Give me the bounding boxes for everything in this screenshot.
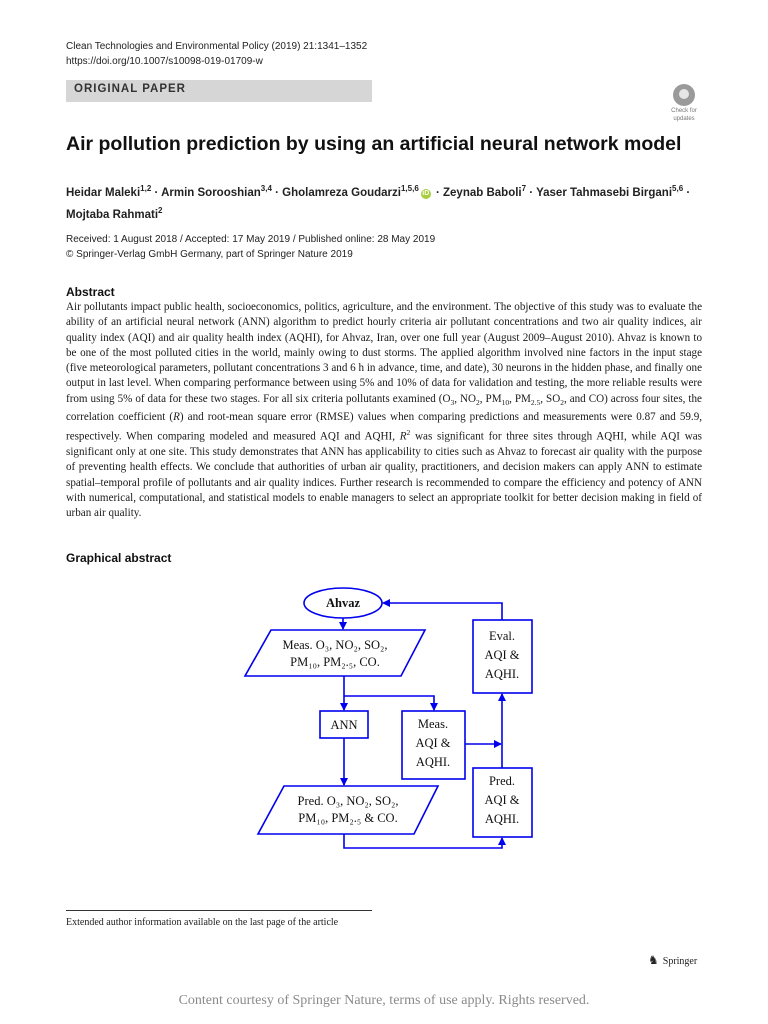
journal-citation: Clean Technologies and Environmental Policy (2019) 21:1341–1352	[66, 41, 368, 52]
abstract-subscript: 2	[476, 397, 480, 407]
paper-title: Air pollution prediction by using an artificial neural network model	[66, 133, 682, 155]
predicted-aqi-label-2: AQI &	[484, 793, 520, 807]
author-name[interactable]: Gholamreza Goudarzi	[282, 186, 401, 199]
content-courtesy-notice: Content courtesy of Springer Nature, terms of use apply. Rights reserved.	[178, 993, 590, 1008]
footnote-divider	[66, 910, 372, 911]
check-for-updates-badge[interactable]	[666, 84, 702, 124]
publisher-name: Springer	[662, 956, 698, 967]
author-list: Heidar Maleki$^{1,2}$ · Armin Sorooshian$^{3,4}$ · Gholamreza Goudarzi$^{1,5,6}$iD · Zeynab Baboli$^7$ · Yaser Tahmasebi Birgani$^{5,6}$ · Mojtaba Rahmati$^2$	[66, 184, 691, 221]
author-affiliation: 3,4	[260, 184, 272, 193]
springer-horse-icon: ♞	[648, 953, 659, 967]
author-affiliation: 5,6	[672, 184, 684, 193]
abstract-text	[66, 300, 702, 521]
measured-aqi-label-3: AQHI.	[415, 755, 451, 769]
abstract-subscript: 2	[560, 397, 564, 407]
author-name[interactable]: Mojtaba Rahmati	[66, 208, 159, 221]
springer-logo	[648, 953, 697, 968]
check-updates-icon	[673, 84, 695, 106]
author-affiliation: 1,2	[140, 184, 152, 193]
abstract-italic: R	[399, 430, 407, 443]
eval-label-2: AQI &	[484, 648, 520, 662]
paper-type-banner	[66, 80, 372, 102]
check-updates-text-2: updates	[673, 116, 695, 122]
abstract-segment: , PM	[509, 392, 531, 405]
copyright-notice: © Springer-Verlag GmbH Germany, part of Springer Nature 2019	[66, 249, 353, 260]
orcid-icon[interactable]: iD	[422, 189, 430, 197]
measured-inputs-label-1: Meas. O₃, NO₂, SO₂,	[282, 638, 388, 652]
eval-label-3: AQHI.	[484, 667, 520, 681]
abstract-subscript: 3	[450, 397, 455, 407]
flowchart-diagram	[230, 583, 536, 859]
abstract-segment: , PM	[479, 392, 502, 405]
abstract-subscript: 10	[501, 397, 510, 407]
abstract-segment: ) and root-mean square error (RMSE) values when comparing predictions and measurements were 0.87 and 59.9, respectively. When comparing modeled and measured AQI and AQHI,	[66, 410, 703, 443]
publication-dates: Received: 1 August 2018 / Accepted: 17 May 2019 / Published online: 28 May 2019	[66, 234, 436, 245]
flow-arrow	[344, 696, 434, 710]
abstract-superscript: 2	[406, 428, 411, 438]
abstract-heading: Abstract	[66, 285, 115, 299]
author-affiliation: 2	[158, 205, 163, 215]
measured-inputs-label-2: PM₁₀, PM₂.₅, CO.	[290, 655, 380, 669]
predicted-outputs-label-1: Pred. O₃, NO₂, SO₂,	[297, 794, 399, 808]
check-updates-text-1: Check for	[671, 108, 697, 114]
abstract-segment: , and CO) across four sites, the correlation coefficient (	[66, 392, 702, 423]
doi-link[interactable]: https://doi.org/10.1007/s10098-019-01709-w	[66, 56, 263, 67]
author-name[interactable]: Yaser Tahmasebi Birgani	[536, 186, 673, 199]
abstract-segment: , NO	[454, 392, 477, 405]
flow-arrow	[383, 603, 502, 620]
abstract-segment: , SO	[540, 392, 561, 405]
abstract-segment: was significant for three sites through AQHI, while AQI was significant only at one site. This study demonstrates that ANN has applicability to cities such as Ahvaz to forecast air quality with the purpose of preventing health effects. We conclude that authorities of urban air quality, practitioners, and decision makers can apply ANN to estimate spatial–temporal profile of pollutants and air quality indices. Further research is recommended to compare the efficiency and potency of ANN with numerical, computational, and statistical models to enable managers to select an appropriate toolkit for better decision making in field of urban air quality.	[66, 430, 702, 520]
abstract-subscript: 2.5	[530, 397, 541, 407]
graphical-abstract-figure	[230, 583, 536, 859]
ann-label: ANN	[330, 718, 358, 732]
graphical-abstract-heading: Graphical abstract	[66, 551, 172, 565]
measured-inputs-node	[245, 630, 425, 676]
footnote-text: Extended author information available on the last page of the article	[66, 917, 339, 928]
author-affiliation: 1,5,6	[400, 184, 419, 193]
predicted-aqi-label-1: Pred.	[488, 774, 516, 788]
paper-type-label: ORIGINAL PAPER	[74, 83, 186, 95]
eval-label-1: Eval.	[488, 629, 516, 643]
abstract-italic: R	[173, 410, 180, 423]
predicted-outputs-label-2: PM₁₀, PM₂.₅ & CO.	[298, 811, 398, 825]
author-name[interactable]: Armin Sorooshian	[161, 186, 261, 199]
author-name[interactable]: Zeynab Baboli	[443, 186, 522, 199]
measured-aqi-label-2: AQI &	[415, 736, 451, 750]
author-name[interactable]: Heidar Maleki	[66, 186, 141, 199]
ahvaz-label: Ahvaz	[325, 596, 361, 610]
abstract-segment: Air pollutants impact public health, socioeconomics, politics, agriculture, and the environment. The objective of this study was to evaluate the ability of an artificial neural network (ANN) algorithm to predict hourly criteria air pollutant concentrations and two air quality indices, air quality index (AQI) and air quality health index (AQHI), for Ahvaz, Iran, over one full year (August 2009–August 2010). Ahvaz is known to be one of the most polluted cities in the world, mainly owing to dust storms. The applied algorithm involved nine factors in the input stage (five meteorological parameters, pollutant concentrations 3 and 6 h in advance, time, and date), 30 neurons in the hidden phase, and finally one output in last level. When comparing performance between using 5% and 10% of data for validation and testing, the more reliable results were from using 5% of data for these two stages. For all six criteria pollutants examined (O	[66, 301, 702, 405]
author-affiliation: 7	[521, 184, 527, 193]
predicted-aqi-label-3: AQHI.	[484, 812, 520, 826]
measured-aqi-label-1: Meas.	[417, 717, 449, 731]
flow-arrow	[344, 834, 502, 848]
